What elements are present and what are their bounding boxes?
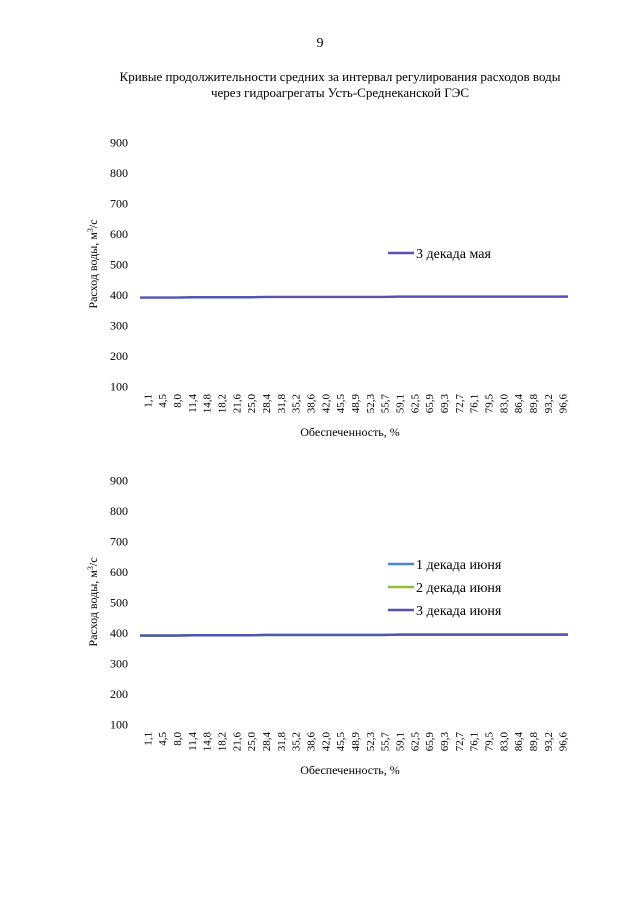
x-tick-label: 96,6 (557, 732, 570, 752)
x-tick-label: 89,8 (527, 394, 540, 414)
x-tick-label: 48,9 (350, 732, 362, 752)
y-axis-label: Расход воды, $м^3/с$ (86, 557, 100, 647)
x-tick-label: 1,1 (142, 394, 155, 408)
x-tick-label: 83,0 (498, 394, 511, 414)
x-tick-label: 69,3 (438, 732, 451, 752)
y-tick-label: 900 (110, 135, 128, 150)
x-tick-label: 52,3 (364, 394, 377, 414)
chart-may (0, 130, 640, 450)
x-tick-label: 45,5 (335, 732, 348, 752)
x-tick-label: 72,7 (453, 732, 466, 752)
y-tick-label: 100 (110, 717, 128, 732)
x-tick-label: 65,9 (424, 394, 437, 414)
x-tick-label: 28,4 (261, 732, 274, 752)
x-tick-label: 18,2 (216, 732, 229, 752)
y-tick-label: 400 (110, 288, 128, 302)
x-tick-label: 72,7 (453, 394, 466, 414)
x-tick-label: 25,0 (246, 732, 259, 752)
y-tick-label: 800 (110, 504, 128, 518)
x-axis-label: Обеспеченность, % (300, 425, 400, 439)
x-tick-label: 4,5 (157, 732, 170, 746)
y-tick-label: 200 (110, 349, 128, 363)
x-tick-label: 55,7 (379, 394, 392, 414)
x-tick-label: 4,5 (157, 394, 170, 408)
x-tick-label: 11,4 (186, 394, 199, 413)
y-tick-label: 300 (110, 656, 128, 671)
x-tick-label: 1,1 (142, 732, 155, 746)
title-line-1: Кривые продолжительности средних за интервал регулирования расходов воды (119, 69, 561, 84)
y-tick-label: 600 (110, 227, 128, 241)
y-tick-label: 400 (110, 626, 128, 640)
x-tick-label: 89,8 (527, 732, 540, 752)
x-tick-label: 79,5 (483, 732, 496, 752)
title-line-2: через гидроагрегаты Усть-Среднеканской ГЭС (210, 85, 470, 100)
y-tick-label: 200 (110, 687, 128, 701)
x-tick-label: 45,5 (335, 394, 348, 414)
x-tick-label: 69,3 (438, 394, 451, 414)
document-title (100, 69, 580, 101)
x-tick-label: 31,8 (275, 732, 288, 752)
legend-label: 2 декада июня (416, 581, 502, 596)
y-tick-label: 700 (110, 534, 128, 549)
x-tick-label: 93,2 (542, 394, 555, 414)
x-tick-label: 35,2 (290, 732, 303, 752)
x-axis-label: Обеспеченность, % (300, 763, 400, 777)
legend-label: 3 декада мая (416, 247, 491, 262)
page-number: 9 (316, 36, 324, 51)
y-tick-label: 900 (110, 473, 128, 488)
x-tick-label: 14,8 (201, 732, 214, 752)
x-tick-label: 76,1 (468, 394, 481, 414)
x-tick-label: 79,5 (483, 394, 496, 414)
x-tick-label: 59,1 (394, 732, 407, 752)
x-tick-label: 76,1 (468, 732, 481, 752)
x-tick-label: 62,5 (409, 394, 422, 414)
x-tick-label: 35,2 (290, 394, 303, 414)
x-tick-label: 11,4 (186, 732, 199, 751)
x-tick-label: 14,8 (201, 394, 214, 414)
x-tick-label: 38,6 (305, 732, 318, 752)
x-tick-label: 42,0 (320, 732, 333, 752)
x-tick-label: 21,6 (231, 394, 244, 414)
legend-label: 3 декада июня (416, 604, 502, 619)
series-line (140, 635, 568, 636)
x-tick-label: 52,3 (364, 732, 377, 752)
y-axis-label: Расход воды, $м^3/с$ (86, 219, 100, 309)
x-tick-label: 28,4 (261, 394, 274, 414)
x-tick-label: 8,0 (172, 394, 185, 408)
x-tick-label: 83,0 (498, 732, 511, 752)
y-tick-label: 500 (110, 595, 128, 610)
x-tick-label: 38,6 (305, 394, 318, 414)
series-line (140, 297, 568, 298)
x-tick-label: 96,6 (557, 394, 570, 414)
x-tick-label: 65,9 (424, 732, 437, 752)
y-tick-label: 600 (110, 565, 128, 579)
chart-june (0, 468, 640, 788)
x-tick-label: 42,0 (320, 394, 333, 414)
x-tick-label: 93,2 (542, 732, 555, 752)
x-tick-label: 55,7 (379, 732, 392, 752)
y-tick-label: 500 (110, 257, 128, 272)
y-tick-label: 700 (110, 196, 128, 211)
y-tick-label: 300 (110, 318, 128, 333)
x-tick-label: 8,0 (172, 732, 185, 746)
x-tick-label: 62,5 (409, 732, 422, 752)
x-tick-label: 86,4 (513, 394, 526, 414)
y-tick-label: 100 (110, 379, 128, 394)
y-tick-label: 800 (110, 166, 128, 180)
x-tick-label: 59,1 (394, 394, 407, 414)
x-tick-label: 21,6 (231, 732, 244, 752)
x-tick-label: 18,2 (216, 394, 229, 414)
x-tick-label: 48,9 (350, 394, 362, 414)
x-tick-label: 25,0 (246, 394, 259, 414)
x-tick-label: 86,4 (513, 732, 526, 752)
x-tick-label: 31,8 (275, 394, 288, 414)
legend-label: 1 декада июня (416, 558, 502, 573)
